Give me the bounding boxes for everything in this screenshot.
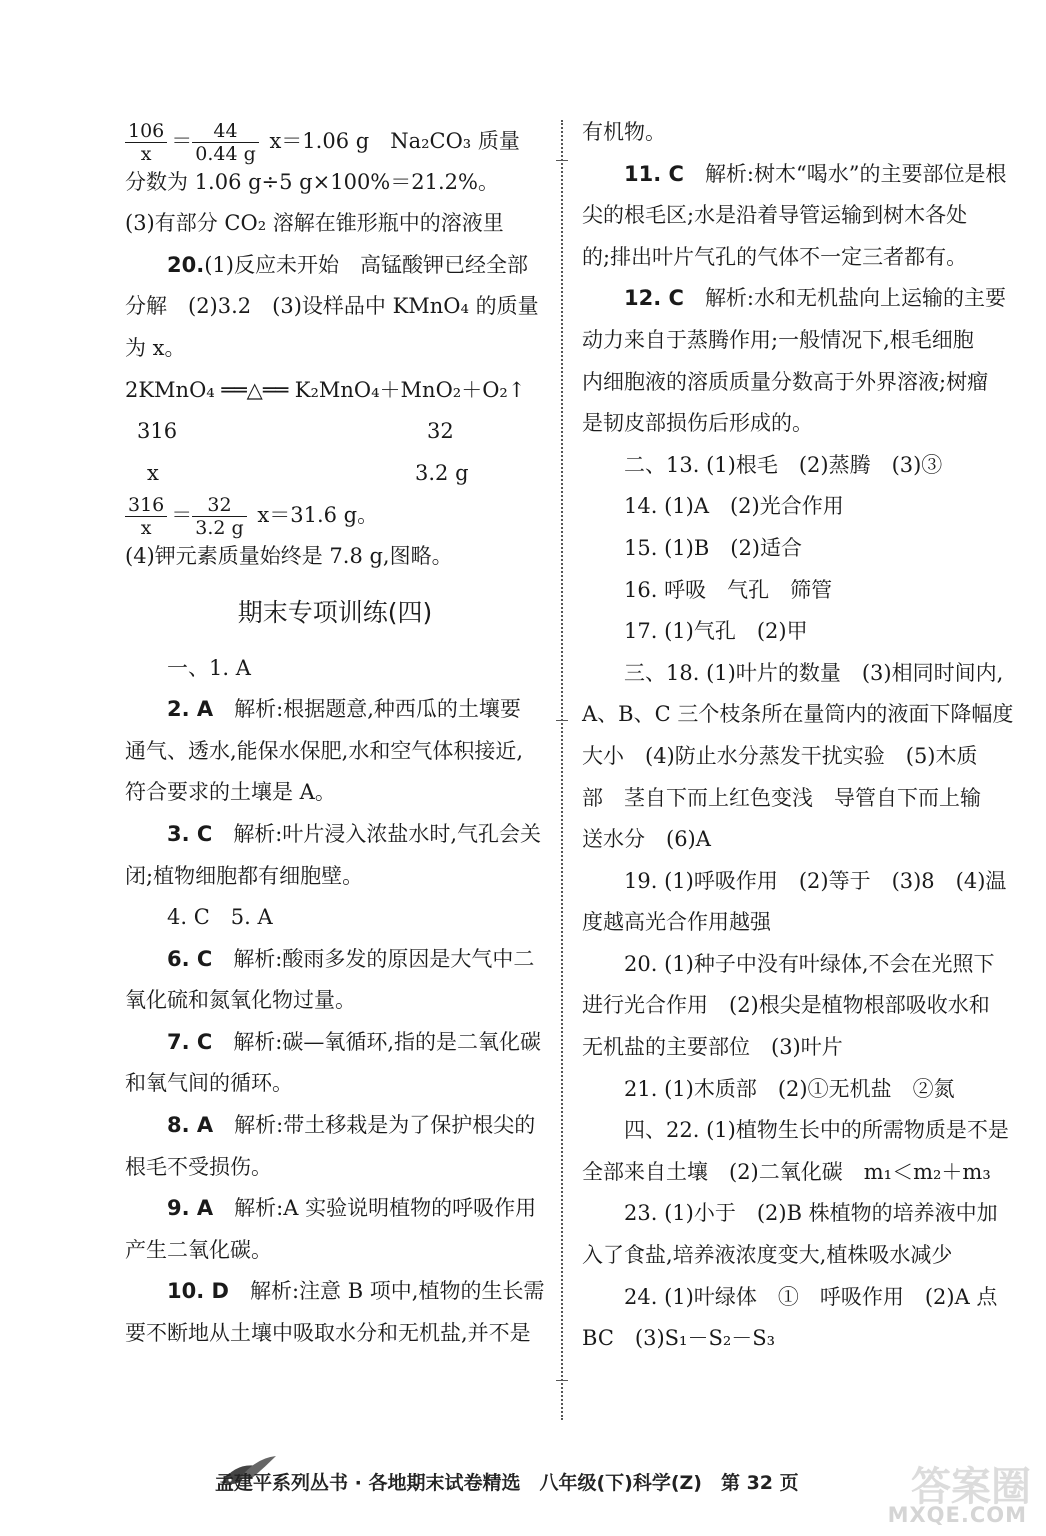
answer-21: 21. (1)木质部 (2)①无机盐 ②氮 (624, 1076, 955, 1101)
mass-o2: 32 (427, 419, 454, 444)
answer-14: 14. (1)A (2)光合作用 (624, 494, 844, 519)
line: 闭;植物细胞都有细胞壁。 (125, 863, 364, 888)
answer-11 (582, 154, 1007, 196)
question-number: 3. C (167, 821, 213, 846)
line: $\frac{106}{x}$ ＝ $\frac{44}{0.44 g}$ x＝1.06 g Na₂CO₃ 质量 (125, 120, 545, 162)
right-column (582, 112, 1014, 1360)
line: 送水分 (6)A (582, 827, 711, 852)
numerator: 316 (125, 494, 167, 517)
question-number: 7. C (167, 1029, 213, 1054)
answer-8 (125, 1105, 545, 1147)
line: 产生二氧化碳。 (125, 1237, 272, 1262)
answer-24: 24. (1)叶绿体 ① 呼吸作用 (2)A 点 (624, 1284, 998, 1309)
answer-6 (125, 939, 545, 981)
text: x＝1.06 g Na₂CO₃ 质量 (269, 129, 520, 153)
answer-20-right: 20. (1)种子中没有叶绿体,不会在光照下 (624, 951, 995, 976)
line: 进行光合作用 (2)根尖是植物根部吸收水和 (582, 993, 990, 1018)
answer-4-5: 4. C 5. A (167, 905, 273, 930)
divider-tick (556, 1380, 568, 1381)
line: 入了食盐,培养液浓度变大,植株吸水减少 (582, 1243, 953, 1268)
watermark (866, 1455, 1031, 1530)
line: 根毛不受损伤。 (125, 1154, 272, 1179)
text: 解析:水和无机盐向上运输的主要 (704, 286, 1007, 311)
numerator: 106 (125, 120, 167, 143)
line: BC (3)S₁－S₂－S₃ (582, 1326, 776, 1351)
equation-masses (125, 411, 545, 453)
line: 无机盐的主要部位 (3)叶片 (582, 1035, 843, 1060)
line: $\frac{316}{x}$ ＝ $\frac{32}{3.2 g}$ x＝31.6 g。 (125, 494, 545, 536)
watermark-text: 答案圈 (911, 1464, 1031, 1510)
text: x＝31.6 g。 (257, 503, 379, 528)
answer-19: 19. (1)呼吸作用 (2)等于 (3)8 (4)温 (624, 868, 1007, 893)
text: 解析:注意 B 项中,植物的生长需 (249, 1279, 545, 1304)
line: 通气、透水,能保水保肥,水和空气体积接近, (125, 738, 524, 763)
answer-9 (125, 1188, 545, 1230)
line: 动力来自于蒸腾作用;一般情况下,根毛细胞 (582, 327, 974, 352)
denominator: x (140, 517, 152, 540)
text: 解析:树木“喝水”的主要部位是根 (704, 161, 1007, 186)
mass-kmno4: 316 (137, 419, 178, 444)
answer-1: 一、1. A (167, 655, 251, 680)
line: 符合要求的土壤是 A。 (125, 780, 336, 805)
numerator: 32 (192, 494, 246, 517)
answer-15: 15. (1)B (2)适合 (624, 535, 802, 560)
answer-10 (125, 1271, 545, 1313)
question-number: 20. (167, 252, 205, 277)
answer-16: 16. 呼吸 气孔 筛管 (624, 577, 833, 602)
text: 解析:碳—氧循环,指的是二氧化碳 (233, 1029, 542, 1054)
line: (3)有部分 CO₂ 溶解在锥形瓶中的溶液里 (125, 211, 504, 236)
denominator: 3.2 g (195, 517, 244, 540)
line: 部 茎自下而上红色变浅 导管自下而上输 (582, 785, 981, 810)
text: 解析:叶片浸入浓盐水时,气孔会关 (233, 821, 542, 846)
answer-17: 17. (1)气孔 (2)甲 (624, 619, 808, 644)
line: 尖的根毛区;水是沿着导管运输到树木各处 (582, 203, 968, 228)
fraction (125, 494, 167, 539)
line: 要不断地从土壤中吸取水分和无机盐,并不是 (125, 1321, 531, 1346)
line: 的;排出叶片气孔的气体不一定三者都有。 (582, 244, 968, 269)
question-number: 10. D (167, 1279, 229, 1304)
line: A、B、C 三个枝条所在量筒内的液面下降幅度 (582, 702, 1014, 727)
answer-22: 四、22. (1)植物生长中的所需物质是不是 (624, 1118, 1009, 1143)
text: 解析:根据题意,种西瓜的土壤要 (234, 697, 521, 722)
answer-20 (125, 245, 545, 287)
text: 解析:带土移栽是为了保护根尖的 (234, 1113, 536, 1138)
answer-13: 二、13. (1)根毛 (2)蒸腾 (3)③ (624, 452, 943, 477)
text: 解析:酸雨多发的原因是大气中二 (233, 946, 535, 971)
numerator: 44 (192, 120, 259, 143)
line: 分数为 1.06 g÷5 g×100%＝21.2%。 (125, 169, 499, 194)
left-column (125, 120, 545, 1355)
answer-18: 三、18. (1)叶片的数量 (3)相同时间内, (624, 660, 1004, 685)
column-divider (561, 120, 563, 1420)
divider-tick (556, 160, 568, 161)
line: 是韧皮部损伤后形成的。 (582, 411, 813, 436)
line: 分解 (2)3.2 (3)设样品中 KMnO₄ 的质量 (125, 294, 539, 319)
question-number: 8. A (167, 1113, 214, 1138)
answer-23: 23. (1)小于 (2)B 株植物的培养液中加 (624, 1201, 998, 1226)
line: 全部来自土壤 (2)二氧化碳 m₁＜m₂＋m₃ (582, 1159, 991, 1184)
equation-unknowns (125, 453, 545, 495)
unknown-x: x (147, 460, 159, 485)
question-number: 11. C (624, 161, 684, 186)
answer-2 (125, 689, 545, 731)
line: 大小 (4)防止水分蒸发干扰实验 (5)木质 (582, 743, 978, 768)
line: 度越高光合作用越强 (582, 910, 771, 935)
line: (4)钾元素质量始终是 7.8 g,图略。 (125, 543, 453, 568)
text: 解析:A 实验说明植物的呼吸作用 (234, 1196, 537, 1221)
line: 有机物。 (582, 120, 666, 144)
fraction (192, 494, 246, 539)
denominator: 0.44 g (195, 143, 256, 165)
question-number: 2. A (167, 697, 214, 722)
watermark-url: MXQE.COM (887, 1503, 1027, 1527)
fraction (125, 120, 167, 165)
footer-text: 孟建平系列丛书 · 各地期末试卷精选 八年级(下)科学(Z) 第 32 页 (215, 1472, 799, 1494)
section-title: 期末专项训练(四) (237, 597, 433, 627)
value-g: 3.2 g (415, 460, 469, 485)
answer-3 (125, 814, 545, 856)
question-number: 9. A (167, 1196, 214, 1221)
question-number: 12. C (624, 286, 684, 311)
divider-tick (556, 720, 568, 721)
denominator: x (140, 143, 152, 165)
line: 和氧气间的循环。 (125, 1071, 293, 1096)
line: 氧化硫和氮氧化物过量。 (125, 988, 356, 1013)
answer-7 (125, 1022, 545, 1064)
line: 内细胞液的溶质质量分数高于外界溶液;树瘤 (582, 369, 989, 394)
fraction (192, 120, 259, 165)
answer-12 (582, 278, 1007, 320)
question-number: 6. C (167, 946, 213, 971)
text: (1)反应未开始 高锰酸钾已经全部 (204, 252, 528, 277)
line: 为 x。 (125, 335, 186, 360)
chemical-equation: 2KMnO₄ ══△══ K₂MnO₄＋MnO₂＋O₂↑ (125, 377, 526, 402)
